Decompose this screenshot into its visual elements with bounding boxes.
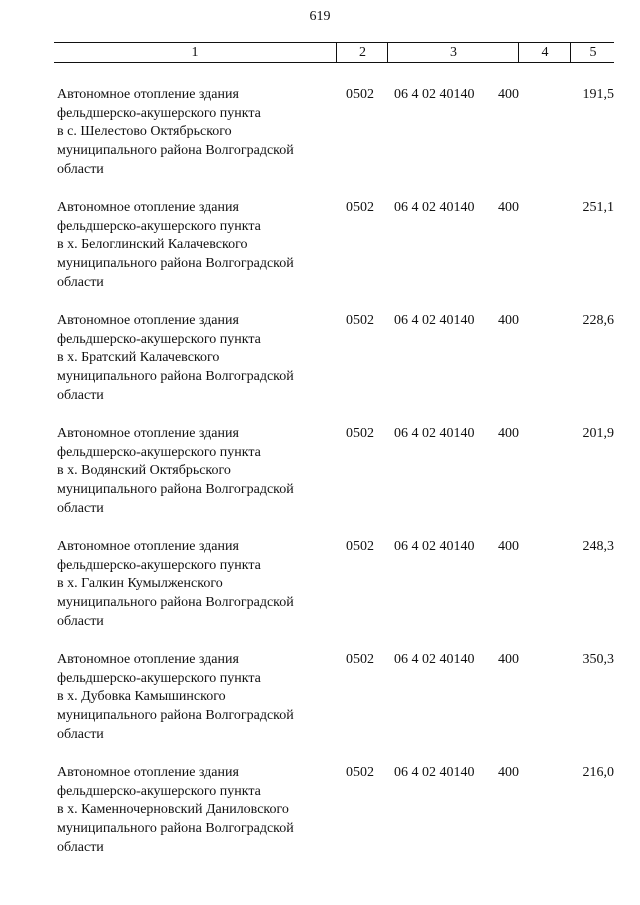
row-name: Автономное отопление здания фельдшерско-акушерского пункта в х. Галкин Кумылженского муниципального района Волгоградской области <box>57 539 294 629</box>
row-name: Автономное отопление здания фельдшерско-акушерского пункта в с. Шелестово Октябрьского муниципального района Волгоградской области <box>57 87 294 177</box>
row-expense-kind: 400 <box>498 200 519 215</box>
row-name: Автономное отопление здания фельдшерско-акушерского пункта в х. Каменночерновский Даниловского муниципального района Волгоградской области <box>57 765 294 855</box>
table-header-row <box>54 42 614 63</box>
column-header-2: 2 <box>336 43 388 62</box>
row-amount: 191,5 <box>582 87 614 102</box>
row-target-code: 06 4 02 40140 <box>394 200 475 215</box>
row-amount: 216,0 <box>582 765 614 780</box>
row-target-code: 06 4 02 40140 <box>394 652 475 667</box>
row-amount: 251,1 <box>582 200 614 215</box>
table-row <box>54 538 614 651</box>
row-amount: 228,6 <box>582 313 614 328</box>
row-target-code: 06 4 02 40140 <box>394 539 475 554</box>
column-header-4: 4 <box>518 43 571 62</box>
row-target-code: 06 4 02 40140 <box>394 426 475 441</box>
row-target-code: 06 4 02 40140 <box>394 87 475 102</box>
row-name: Автономное отопление здания фельдшерско-акушерского пункта в х. Дубовка Камышинского муниципального района Волгоградской области <box>57 652 294 742</box>
table-row <box>54 651 614 764</box>
row-section-code: 0502 <box>346 539 374 554</box>
row-section-code: 0502 <box>346 765 374 780</box>
row-expense-kind: 400 <box>498 765 519 780</box>
row-expense-kind: 400 <box>498 426 519 441</box>
row-expense-kind: 400 <box>498 652 519 667</box>
column-header-5: 5 <box>570 43 615 62</box>
row-amount: 248,3 <box>582 539 614 554</box>
row-expense-kind: 400 <box>498 313 519 328</box>
column-header-1: 1 <box>191 45 199 60</box>
row-amount: 201,9 <box>582 426 614 441</box>
row-name: Автономное отопление здания фельдшерско-акушерского пункта в х. Братский Калачевского муниципального района Волгоградской области <box>57 313 294 403</box>
row-section-code: 0502 <box>346 313 374 328</box>
row-section-code: 0502 <box>346 200 374 215</box>
row-section-code: 0502 <box>346 426 374 441</box>
table-row <box>54 199 614 312</box>
row-name: Автономное отопление здания фельдшерско-акушерского пункта в х. Белоглинский Калачевского муниципального района Волгоградской области <box>57 200 294 290</box>
row-amount: 350,3 <box>582 652 614 667</box>
table-body <box>54 86 614 877</box>
row-name: Автономное отопление здания фельдшерско-акушерского пункта в х. Водянский Октябрьского муниципального района Волгоградской области <box>57 426 294 516</box>
budget-table <box>54 42 614 855</box>
row-target-code: 06 4 02 40140 <box>394 313 475 328</box>
row-section-code: 0502 <box>346 87 374 102</box>
table-row <box>54 764 614 877</box>
row-target-code: 06 4 02 40140 <box>394 765 475 780</box>
table-row <box>54 86 614 199</box>
row-expense-kind: 400 <box>498 539 519 554</box>
table-row <box>54 312 614 425</box>
table-row <box>54 425 614 538</box>
page-number: 619 <box>309 9 331 24</box>
column-header-3: 3 <box>387 43 519 62</box>
row-section-code: 0502 <box>346 652 374 667</box>
row-expense-kind: 400 <box>498 87 519 102</box>
